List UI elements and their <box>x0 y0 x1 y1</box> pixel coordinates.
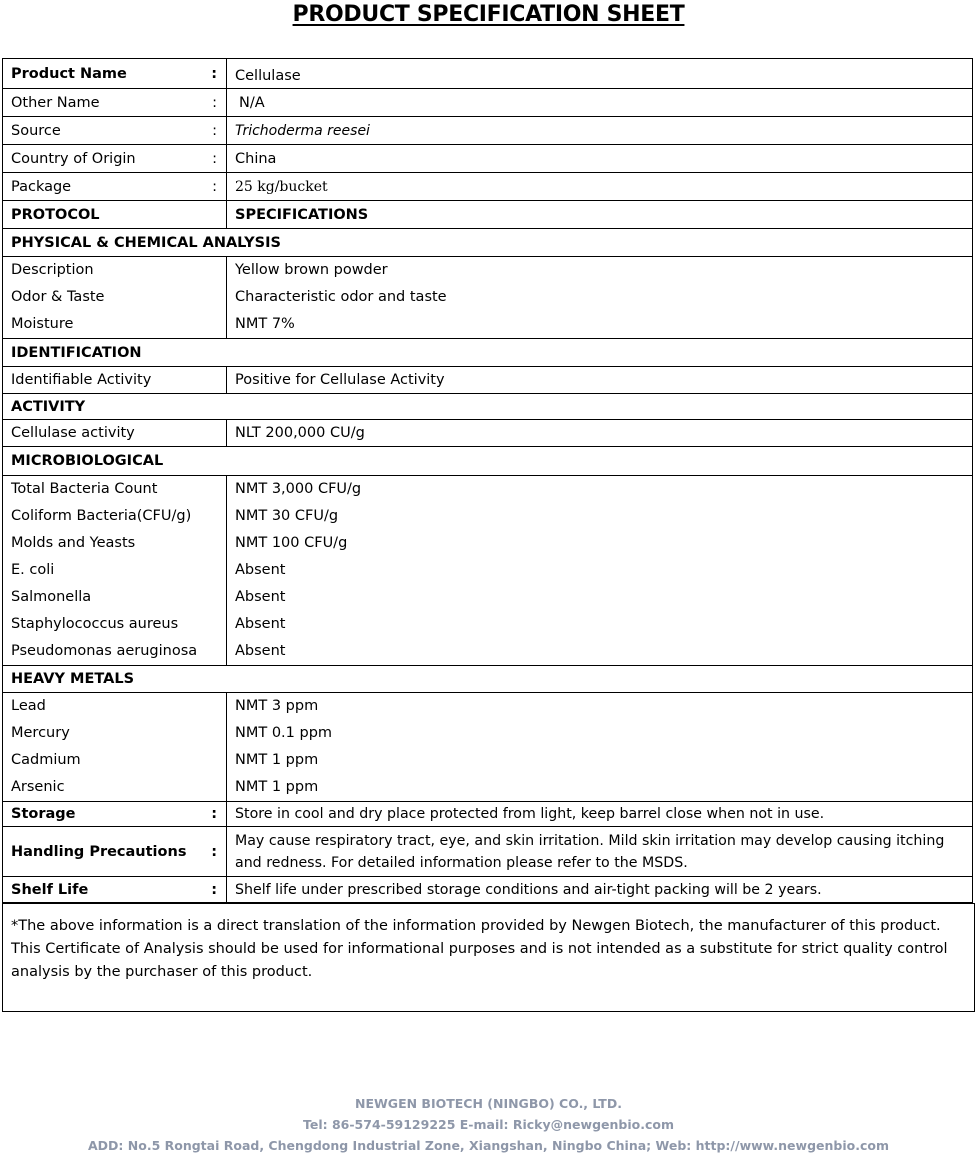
test-label: Identifiable Activity <box>3 367 227 394</box>
storage-row <box>3 802 973 827</box>
test-label: Total Bacteria Count <box>11 481 158 498</box>
shelf-life-value: Shelf life under prescribed storage conditions and air-tight packing will be 2 years. <box>227 877 973 903</box>
test-value: Absent <box>235 615 286 632</box>
info-row-country <box>3 145 973 173</box>
page-title: PRODUCT SPECIFICATION SHEET <box>292 2 685 27</box>
test-value: NMT 1 ppm <box>235 752 319 768</box>
info-row-product-name <box>3 59 973 89</box>
colon: : <box>212 150 217 167</box>
info-label: Source <box>11 122 61 139</box>
disclaimer-note: *The above information is a direct translation of the information provided by Newgen Biotech, the manufacturer of this product. This Certificate of Analysis should be used for informational purposes and is not intended as a substitute for strict quality control analysis by the purchaser of this product. <box>2 903 975 1012</box>
test-label: Coliform Bacteria(CFU/g) <box>11 508 192 525</box>
test-label: E. coli <box>11 562 55 579</box>
test-label: Molds and Yeasts <box>11 535 136 552</box>
info-value: Trichoderma reesei <box>227 117 973 145</box>
section-body-micro <box>3 476 973 666</box>
footer-address: ADD: No.5 Rongtai Road, Chengdong Industrial Zone, Xiangshan, Ningbo China; Web: http://www.newgenbio.com <box>88 1138 889 1153</box>
section-header-metals <box>3 666 973 693</box>
section-title: MICROBIOLOGICAL <box>3 447 973 476</box>
section-title: ACTIVITY <box>3 394 973 420</box>
test-label: Mercury <box>11 725 70 741</box>
handling-label: Handling Precautions <box>11 843 187 860</box>
handling-value: May cause respiratory tract, eye, and skin irritation. Mild skin irritation may develop causing itching and redness. For detailed information please refer to the MSDS. <box>227 827 973 877</box>
storage-value: Store in cool and dry place protected from light, keep barrel close when not in use. <box>227 802 973 827</box>
section-header-identification <box>3 339 973 367</box>
section-title: IDENTIFICATION <box>3 339 973 367</box>
specifications-header: SPECIFICATIONS <box>227 201 973 229</box>
colon: : <box>212 122 217 139</box>
test-label: Moisture <box>11 316 74 332</box>
info-value: China <box>227 145 973 173</box>
test-value: NMT 30 CFU/g <box>235 508 339 525</box>
info-label: Other Name <box>11 94 100 111</box>
info-label: Country of Origin <box>11 150 136 167</box>
info-row-package <box>3 173 973 201</box>
footer-company: NEWGEN BIOTECH (NINGBO) CO., LTD. <box>355 1096 622 1111</box>
test-value: Absent <box>235 642 286 659</box>
test-label: Odor & Taste <box>11 289 105 305</box>
info-label: Product Name <box>11 65 127 82</box>
section-header-micro <box>3 447 973 476</box>
section-body-identification <box>3 367 973 394</box>
test-label: Pseudomonas aeruginosa <box>11 642 198 659</box>
colon: : <box>211 806 217 822</box>
section-title: PHYSICAL & CHEMICAL ANALYSIS <box>3 229 973 257</box>
test-value: NMT 100 CFU/g <box>235 535 348 552</box>
info-value: Cellulase <box>227 59 973 89</box>
colon: : <box>211 843 217 860</box>
test-label: Salmonella <box>11 588 92 605</box>
colon: : <box>212 94 217 111</box>
storage-label: Storage <box>11 806 76 822</box>
section-body-activity <box>3 420 973 447</box>
section-body-physical <box>3 257 973 339</box>
section-title: HEAVY METALS <box>3 666 973 693</box>
info-value: N/A <box>227 89 973 117</box>
test-label: Description <box>11 262 94 278</box>
colon: : <box>211 881 217 898</box>
test-value: Absent <box>235 562 286 579</box>
handling-row <box>3 827 973 877</box>
colon: : <box>211 65 217 82</box>
test-value: NLT 200,000 CU/g <box>227 420 973 447</box>
test-label: Arsenic <box>11 779 65 795</box>
section-header-activity <box>3 394 973 420</box>
section-body-metals <box>3 693 973 802</box>
test-label: Lead <box>11 698 46 714</box>
test-value: NMT 7% <box>235 316 295 332</box>
protocol-header: PROTOCOL <box>3 201 227 229</box>
info-value: 25 kg/bucket <box>227 173 973 201</box>
test-value: Yellow brown powder <box>235 262 388 278</box>
company-footer <box>0 1093 977 1156</box>
footer-contact: Tel: 86-574-59129225 E-mail: Ricky@newgenbio.com <box>302 1117 674 1132</box>
test-label: Cellulase activity <box>3 420 227 447</box>
shelf-life-row <box>3 877 973 903</box>
test-value: Characteristic odor and taste <box>235 289 447 305</box>
shelf-life-label: Shelf Life <box>11 881 89 898</box>
protocol-header-row <box>3 201 973 229</box>
test-label: Cadmium <box>11 752 81 768</box>
colon: : <box>212 178 217 195</box>
test-label: Staphylococcus aureus <box>11 615 179 632</box>
test-value: NMT 3,000 CFU/g <box>235 481 362 498</box>
info-row-source <box>3 117 973 145</box>
test-value: NMT 0.1 ppm <box>235 725 333 741</box>
info-row-other-name <box>3 89 973 117</box>
test-value: Absent <box>235 588 286 605</box>
spec-table <box>2 58 973 903</box>
info-label: Package <box>11 178 72 195</box>
section-header-physical <box>3 229 973 257</box>
test-value: NMT 3 ppm <box>235 698 319 714</box>
test-value: NMT 1 ppm <box>235 779 319 795</box>
test-value: Positive for Cellulase Activity <box>227 367 973 394</box>
